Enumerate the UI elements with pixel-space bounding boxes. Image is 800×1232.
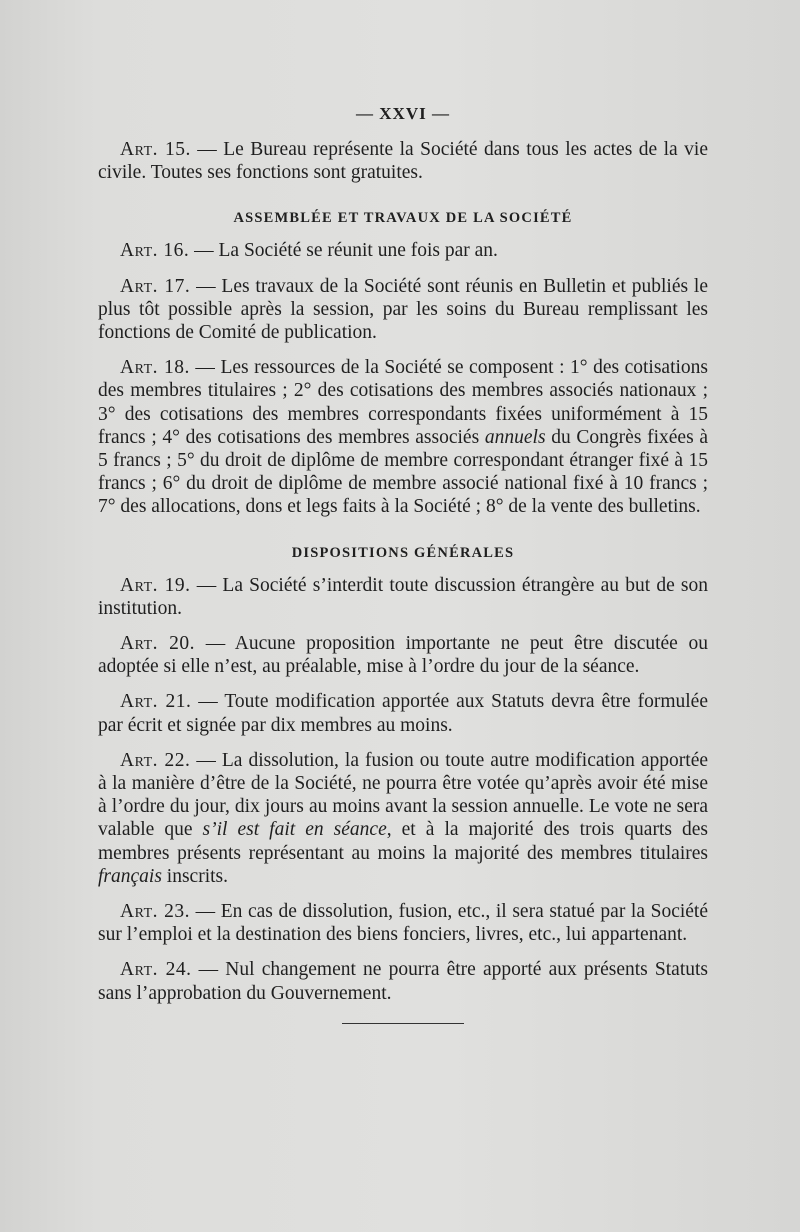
article-24 — [98, 958, 708, 1004]
section-heading-dispositions: DISPOSITIONS GÉNÉRALES — [291, 544, 515, 561]
article-text: — La dissolution, la fusion ou toute autre modification apportée à la manière d’être de la Société, ne pourra être votée qu’après avoir été mise à l’ordre du jour, dix jours au moins avant la session annuelle. Le vote ne sera valable que — [98, 749, 708, 841]
article-label: Art. 20. — [120, 633, 196, 655]
article-label: Art. 22. — [120, 749, 191, 771]
article-label: Art. 16. — [120, 240, 190, 262]
article-emphasis: s’il est fait en séance — [202, 819, 387, 841]
article-label: Art. 17. — [120, 275, 191, 297]
article-label: Art. 15. — [120, 139, 191, 160]
article-text: — Aucune proposition importante ne peut être discutée ou adoptée si elle n’est, au préalable, mise à l’ordre du jour de la séance. — [98, 633, 708, 678]
article-17 — [98, 275, 708, 345]
article-label: Art. 24. — [120, 959, 192, 981]
article-text: — La Société s’interdit toute discussion étrangère au but de son institution. — [98, 574, 708, 619]
end-rule — [342, 1023, 464, 1024]
article-text: — Le Bureau représente la Société dans tous les actes de la vie civile. Toutes ses fonctions sont gratuites. — [98, 139, 708, 184]
article-16 — [98, 239, 708, 262]
article-text: — Toute modification apportée aux Statuts devra être formulée par écrit et signée par dix membres au moins. — [98, 691, 708, 736]
article-21 — [98, 690, 708, 736]
article-label: Art. 19. — [120, 574, 191, 596]
article-emphasis: annuels — [484, 426, 546, 448]
article-label: Art. 23. — [120, 901, 190, 923]
article-text: , et à la majorité des trois quarts des membres présents représentant au moins la majorité des membres titulaires — [98, 819, 708, 864]
article-20 — [98, 632, 708, 678]
article-text: — La Société se réunit une fois par an. — [189, 240, 498, 262]
article-text: — En cas de dissolution, fusion, etc., il sera statué par la Société sur l’emploi et la destination des biens fonciers, livres, etc., lui appartenant. — [98, 901, 708, 946]
article-label: Art. 21. — [120, 691, 192, 713]
article-text: du Congrès fixées à 5 francs ; 5° du droit de diplôme de membre correspondant étranger fixé à 15 francs ; 6° du droit de diplôme de membre associé national fixé à 10 francs ; 7° des allocations, dons et legs faits à la Société ; 8° de la vente des bulletins. — [98, 426, 709, 518]
article-text: — Les travaux de la Société sont réunis en Bulletin et publiés le plus tôt possible après la session, par les soins du Bureau remplissant les fonctions de Comité de publication. — [98, 275, 709, 344]
article-text: — Nul changement ne pourra être apporté aux présents Statuts sans l’approbation du Gouvernement. — [98, 959, 709, 1004]
article-15 — [98, 138, 708, 184]
article-text: inscrits. — [161, 865, 229, 887]
article-emphasis: français — [98, 865, 162, 887]
article-23 — [98, 900, 708, 946]
article-18 — [98, 356, 708, 518]
page-number: — XXVI — — [356, 104, 450, 123]
article-19 — [98, 574, 708, 620]
article-label: Art. 18. — [120, 357, 190, 379]
article-text: — Les ressources de la Société se composent : 1° des cotisations des membres titulaires ; 2° des cotisations des membres associés nationaux ; 3° des cotisations des membres correspondants fixées uniformément à 15 francs ; 4° des cotisations des membres associés — [98, 357, 708, 448]
article-22 — [98, 749, 708, 888]
section-heading-assemblee: ASSEMBLÉE ET TRAVAUX DE LA SOCIÉTÉ — [233, 210, 573, 227]
